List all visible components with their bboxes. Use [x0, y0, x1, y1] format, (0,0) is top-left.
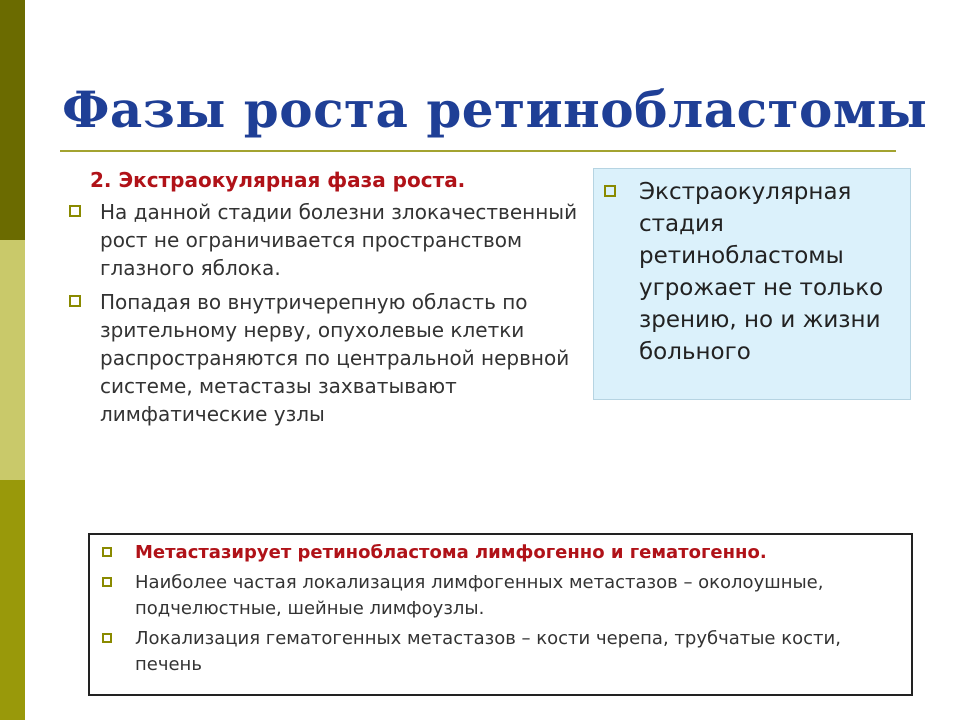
bullet-text: Попадая во внутричерепную область по зрительному нерву, опухолевые клетки распространяются по центральной нервной системе, метастазы захватывают лимфатические узлы: [100, 290, 570, 426]
bullet-item: [90, 570, 901, 622]
sidebar-segment-light: [0, 240, 25, 480]
callout-box: [593, 168, 911, 400]
callout-text: Экстраокулярная стадия ретинобластомы угрожает не только зрению, но и жизни больного: [639, 179, 884, 365]
sidebar-segment-mid: [0, 480, 25, 720]
title-divider: [60, 150, 896, 152]
sidebar-segment-dark: [0, 0, 25, 240]
sidebar-accent: [0, 0, 25, 720]
bullet-text: Наиболее частая локализация лимфогенных метастазов – околоушные, подчелюстные, шейные лимфоузлы.: [135, 572, 824, 619]
square-bullet-icon: [102, 633, 112, 643]
subheading: 2. Экстраокулярная фаза роста.: [90, 168, 466, 192]
bullet-item: [60, 288, 580, 428]
bullet-text: Локализация гематогенных метастазов – кости черепа, трубчатые кости, печень: [135, 628, 841, 675]
summary-box: [88, 533, 913, 696]
bullet-text-emphasis: Метастазирует ретинобластома лимфогенно и гематогенно.: [135, 542, 767, 563]
bullet-item: [90, 626, 901, 678]
bullet-item: [90, 540, 901, 566]
square-bullet-icon: [102, 547, 112, 557]
bullet-item: [60, 198, 580, 282]
square-bullet-icon: [102, 577, 112, 587]
left-column: [60, 168, 580, 434]
bullet-text: На данной стадии болезни злокачественный рост не ограничивается пространством глазного яблока.: [100, 200, 578, 280]
slide-title: Фазы роста ретинобластомы: [62, 80, 928, 139]
square-bullet-icon: [604, 185, 616, 197]
square-bullet-icon: [69, 295, 81, 307]
square-bullet-icon: [69, 205, 81, 217]
